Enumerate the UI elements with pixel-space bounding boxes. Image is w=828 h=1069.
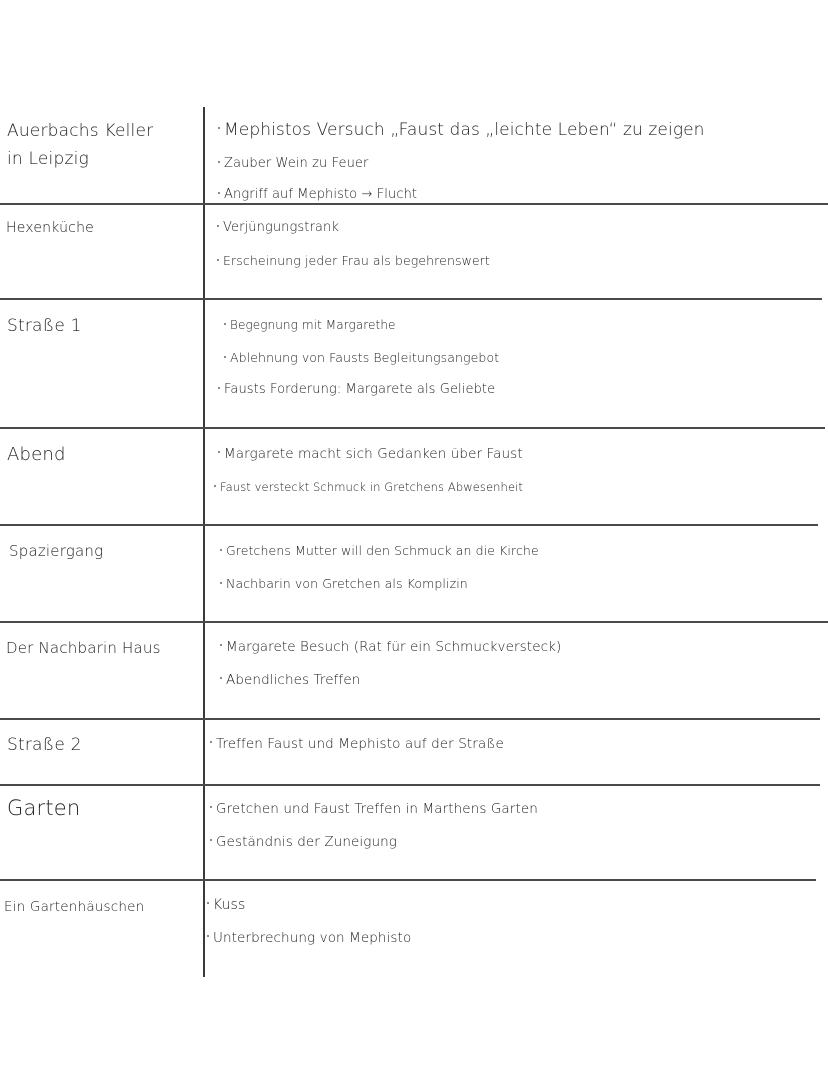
event-item: Geständnis der Zuneigung [210, 834, 397, 850]
scene-label-line: Auerbachs Keller [7, 121, 154, 141]
bullet-icon [217, 225, 219, 227]
bullet-icon [220, 677, 222, 679]
row-divider [0, 784, 820, 786]
scene-label: Straße 2 [7, 735, 82, 755]
event-item: Verjüngungstrank [217, 220, 339, 235]
bullet-icon [218, 161, 220, 163]
event-item: Faust versteckt Schmuck in Gretchens Abwesenheit [214, 480, 523, 494]
row-divider [0, 298, 822, 300]
row-divider [0, 879, 816, 881]
event-item: Margarete Besuch (Rat für ein Schmuckversteck) [220, 639, 561, 655]
row-divider [0, 718, 820, 720]
bullet-icon [218, 127, 220, 129]
event-item: Kuss [207, 897, 245, 913]
bullet-icon [210, 839, 212, 841]
event-item: Zauber Wein zu Feuer [218, 156, 368, 171]
scene-label: Abend [7, 444, 66, 465]
event-item: Gretchen und Faust Treffen in Marthens Garten [210, 801, 538, 817]
bullet-icon [217, 259, 219, 261]
scene-label: Ein Gartenhäuschen [4, 899, 145, 915]
bullet-icon [220, 549, 222, 551]
bullet-icon [210, 741, 212, 743]
event-item: Treffen Faust und Mephisto auf der Straße [210, 736, 504, 752]
event-item: Margarete macht sich Gedanken über Faust [218, 446, 523, 462]
bullet-icon [207, 935, 209, 937]
scene-label [7, 120, 153, 170]
bullet-icon [224, 356, 226, 358]
bullet-icon [220, 644, 222, 646]
bullet-icon [210, 806, 212, 808]
event-item: Nachbarin von Gretchen als Komplizin [220, 576, 468, 591]
scene-label-line: in Leipzig [7, 149, 89, 170]
row-divider [0, 621, 828, 623]
bullet-icon [207, 902, 209, 904]
event-item: Begegnung mit Margarethe [224, 318, 396, 332]
event-item: Ablehnung von Fausts Begleitungsangebot [224, 350, 499, 365]
bullet-icon [220, 582, 222, 584]
event-item: Abendliches Treffen [220, 672, 360, 688]
scene-label: Hexenküche [6, 220, 94, 236]
bullet-icon [218, 387, 220, 389]
scene-label: Garten [7, 796, 81, 820]
event-item: Angriff auf Mephisto → Flucht [218, 187, 417, 202]
event-item: Unterbrechung von Mephisto [207, 930, 411, 946]
scene-label: Straße 1 [7, 316, 82, 336]
event-item: Mephistos Versuch „Faust das „leichte Leben“ zu zeigen [218, 120, 705, 140]
bullet-icon [214, 485, 216, 487]
event-item: Fausts Forderung: Margarete als Geliebte [218, 382, 495, 397]
bullet-icon [224, 323, 226, 325]
scene-label: Spaziergang [9, 542, 104, 560]
row-divider [0, 203, 828, 205]
row-divider [0, 427, 825, 429]
event-item: Erscheinung jeder Frau als begehrenswert [217, 253, 490, 268]
scene-label: Der Nachbarin Haus [6, 639, 161, 657]
bullet-icon [218, 192, 220, 194]
bullet-icon [218, 451, 220, 453]
column-divider [203, 107, 205, 977]
event-item: Gretchens Mutter will den Schmuck an die Kirche [220, 543, 539, 558]
row-divider [0, 524, 818, 526]
